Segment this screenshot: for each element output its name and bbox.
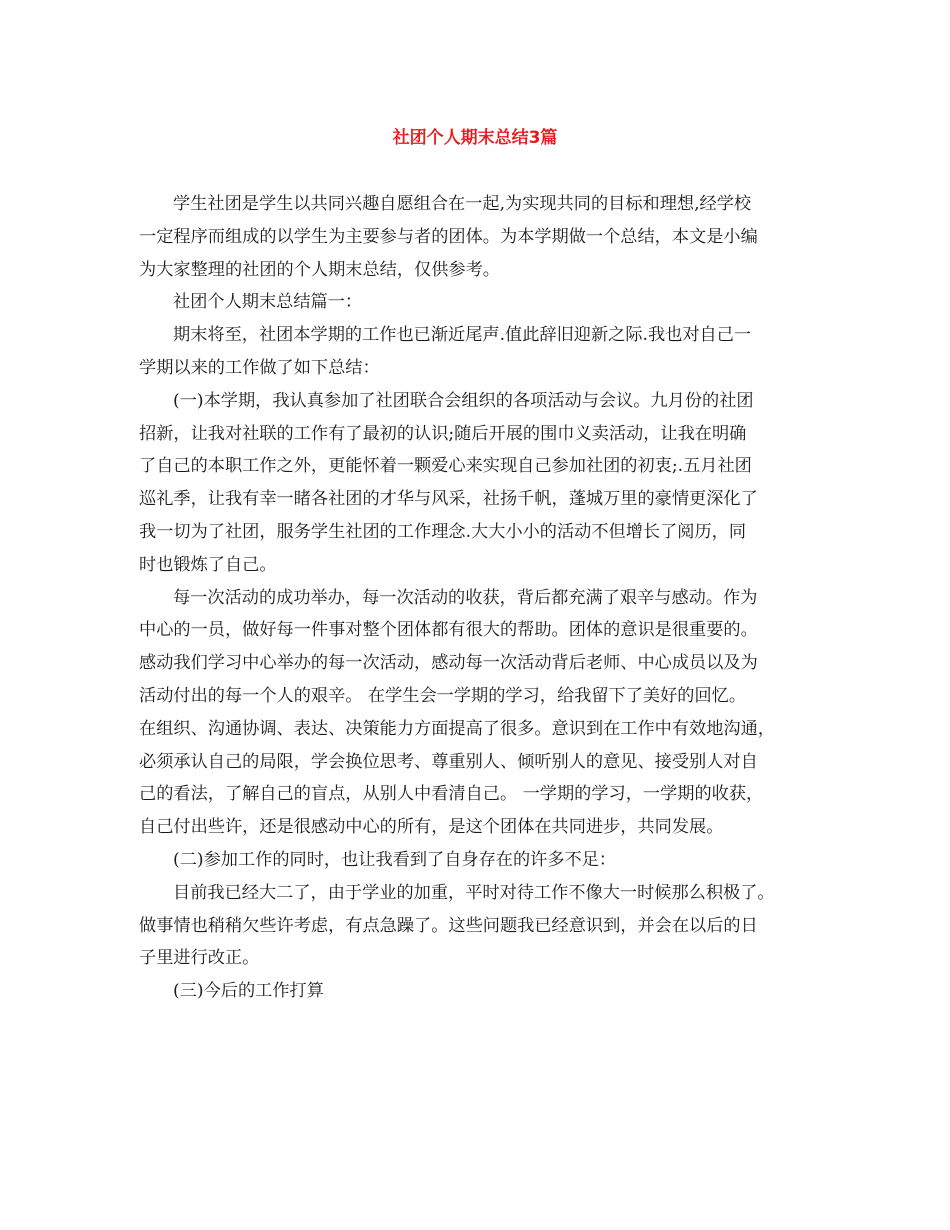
text-line: 做事情也稍稍欠些许考虑，有点急躁了。这些问题我已经意识到，并会在以后的日 (139, 915, 758, 936)
text-line: 活动付出的每一个人的艰辛。 在学生会一学期的学习，给我留下了美好的回忆。 (139, 685, 747, 706)
text-line: 为大家整理的社团的个人期末总结，仅供参考。 (139, 259, 500, 280)
text-line: 学期以来的工作做了如下总结： (139, 357, 380, 378)
text-line: 巡礼季，让我有幸一睹各社团的才华与风采，社扬千帆，蓬城万里的豪情更深化了 (139, 489, 758, 510)
text-line: 社团个人期末总结篇一： (173, 292, 363, 313)
text-line: (三)今后的工作打算 (173, 981, 324, 1002)
text-line: 目前我已经大二了，由于学业的加重，平时对待工作不像大一时候那么积极了。 (173, 882, 775, 903)
text-line: 每一次活动的成功举办，每一次活动的收获，背后都充满了艰辛与感动。作为 (173, 587, 758, 608)
text-line: 了自己的本职工作之外，更能怀着一颗爱心来实现自己参加社团的初衷;.五月社团 (139, 456, 752, 477)
text-line: 自己付出些许，还是很感动中心的所有，是这个团体在共同进步，共同发展。 (139, 817, 724, 838)
text-line: 招新，让我对社联的工作有了最初的认识;随后开展的围巾义卖活动，让我在明确 (139, 423, 747, 444)
text-line: 己的看法，了解自己的盲点，从别人中看清自己。 一学期的学习，一学期的收获， (139, 784, 764, 805)
text-line: 学生社团是学生以共同兴趣自愿组合在一起,为实现共同的目标和理想,经学校 (173, 194, 752, 214)
text-line: 中心的一员，做好每一件事对整个团体都有很大的帮助。团体的意识是很重要的。 (139, 620, 758, 641)
text-line: 我一切为了社团，服务学生社团的工作理念.大大小小的活动不但增长了阅历，同 (139, 521, 747, 542)
text-line: 在组织、沟通协调、表达、决策能力方面提高了很多。意识到在工作中有效地沟通， (139, 718, 775, 739)
document-title: 社团个人期末总结3篇 (392, 128, 558, 148)
text-line: (一)本学期，我认真参加了社团联合会组织的各项活动与会议。九月份的社团 (173, 390, 754, 411)
text-line: (二)参加工作的同时，也让我看到了自身存在的许多不足： (173, 849, 617, 870)
text-line: 必须承认自己的局限，学会换位思考、尊重别人、倾听别人的意见、接受别人对自 (139, 751, 758, 772)
text-line: 时也锻炼了自己。 (139, 554, 277, 575)
text-line: 一定程序而组成的以学生为主要参与者的团体。为本学期做一个总结，本文是小编 (139, 226, 758, 247)
text-line: 感动我们学习中心举办的每一次活动，感动每一次活动背后老师、中心成员以及为 (139, 653, 758, 674)
text-line: 子里进行改正。 (139, 948, 260, 969)
text-line: 期末将至，社团本学期的工作也已渐近尾声.值此辞旧迎新之际.我也对自己一 (173, 325, 752, 346)
document-body (139, 188, 815, 1008)
